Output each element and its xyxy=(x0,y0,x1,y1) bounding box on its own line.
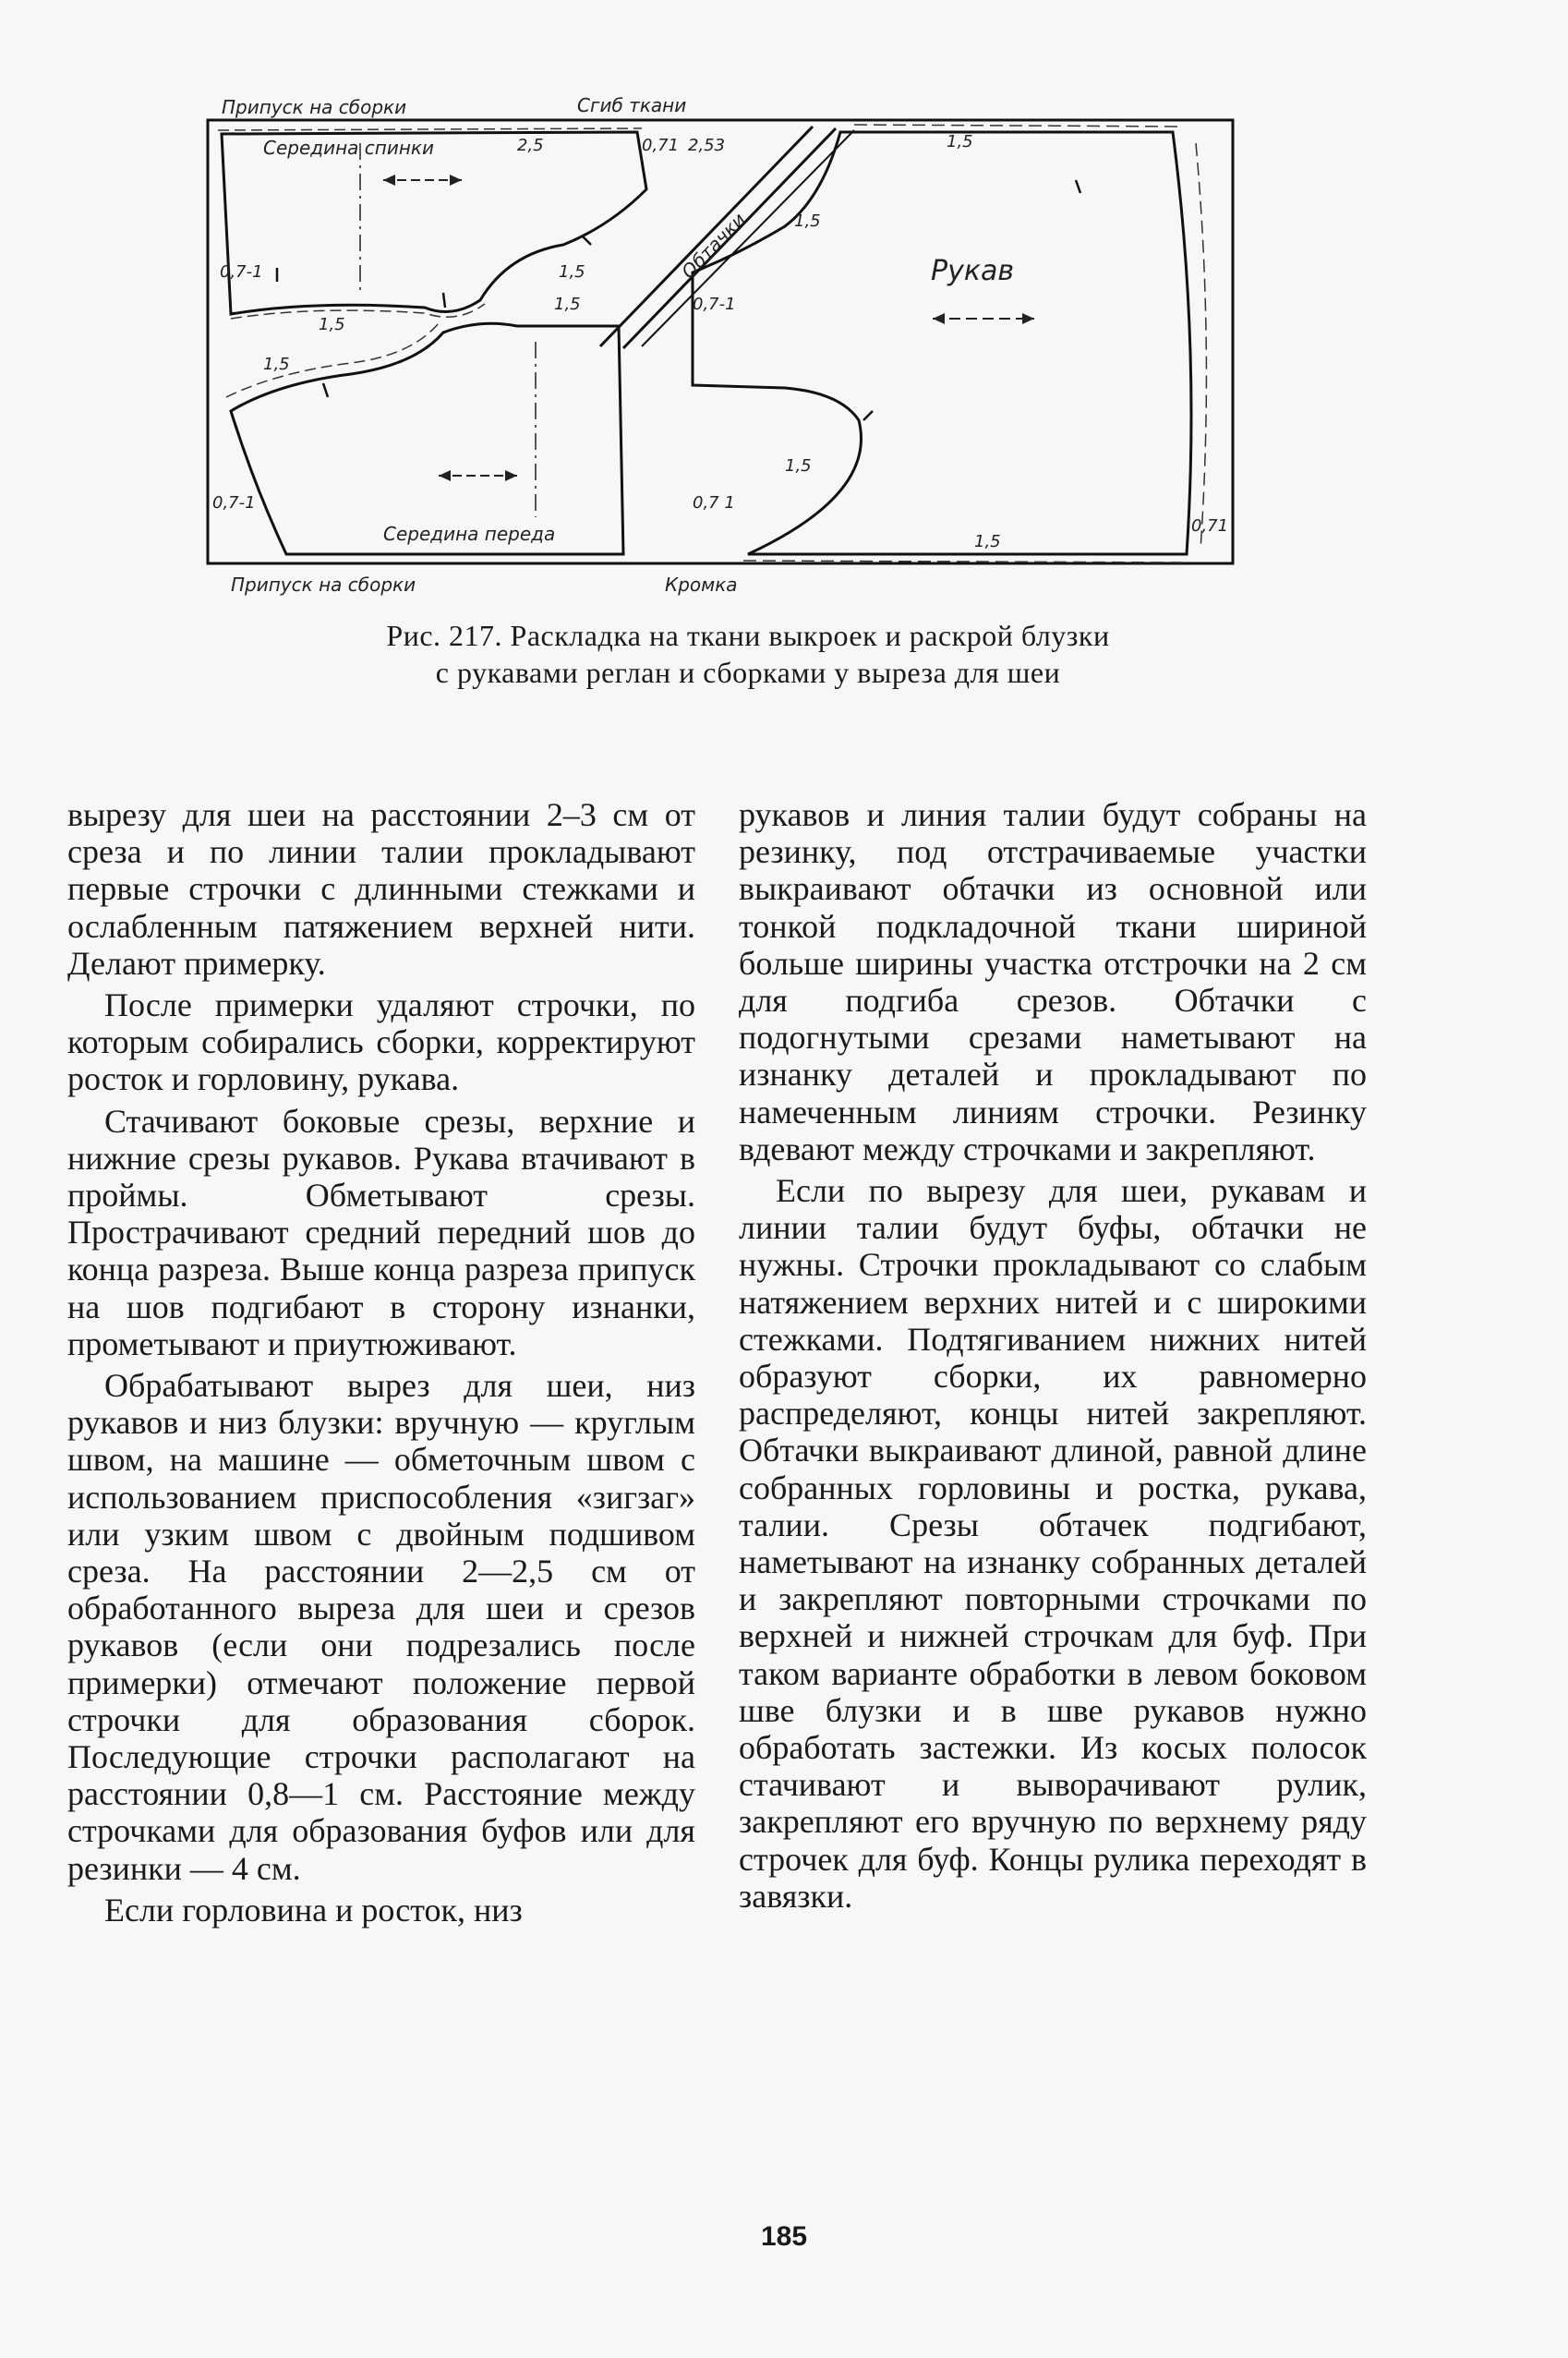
allowance-top-label: Припуск на сборки xyxy=(222,96,407,118)
paragraph: После примерки удаляют строчки, по которым собирались сборки, корректируют росток и горловину, рукава. xyxy=(67,986,695,1098)
back-center-label: Середина спинки xyxy=(263,137,435,159)
caption-line-2: с рукавами реглан и сборками у выреза для шеи xyxy=(435,656,1061,689)
paragraph: Обрабатывают вырез для шеи, низ рукавов и низ блузки: вручную — круглым швом, на машине — обметочным швом с использованием приспособления «зигзаг» или узким швом с двойным подшивом среза. На расстоянии 2—2,5 см от обработанного выреза для шеи и срезов рукавов (если они подрезались после примерки) отмечают положение первой строчки для образования сборок. Последующие строчки располагают на расстоянии 0,8—1 см. Расстояние между строчками для образования буфов или для резинки — 4 см. xyxy=(67,1367,695,1887)
front-piece xyxy=(231,323,623,554)
paragraph: Если горловина и росток, низ xyxy=(104,1891,523,1929)
svg-text:1,5: 1,5 xyxy=(554,295,581,314)
svg-text:1,5: 1,5 xyxy=(794,212,821,231)
back-piece xyxy=(222,132,646,314)
fold-label: Сгиб ткани xyxy=(577,94,687,116)
sleeve-piece xyxy=(693,132,1191,554)
facings-label: Обтачки xyxy=(677,208,751,284)
svg-text:0,7-1: 0,7-1 xyxy=(693,295,736,314)
svg-text:0,7-1: 0,7-1 xyxy=(220,262,263,282)
svg-text:2,53: 2,53 xyxy=(688,136,726,155)
svg-text:0,71: 0,71 xyxy=(642,136,680,155)
right-column xyxy=(739,796,1367,1915)
pattern-layout-figure xyxy=(175,88,1265,605)
left-column xyxy=(67,796,695,1929)
svg-text:0,7-1: 0,7-1 xyxy=(212,493,256,513)
svg-text:0,71: 0,71 xyxy=(1191,516,1229,536)
svg-text:2,5: 2,5 xyxy=(517,136,544,155)
pattern-layout-drawing xyxy=(175,88,1265,605)
sleeve-allowance xyxy=(743,125,1206,562)
paragraph: вырезу для шеи на расстоянии 2–3 см от среза и по линии талии прокладывают первые строчки с длинными стежками и ослабленным патяжением верхней нити. Делают примерку. xyxy=(67,796,695,982)
paragraph: Если по вырезу для шеи, рукавам и линии талии будут буфы, обтачки не нужны. Строчки прокладывают со слабым натяжением верхних нитей и с широкими стежками. Подтягиванием нижних нитей образуют сборки, их равномерно распределяют, концы нитей закрепляют. Обтачки выкраивают длиной, равной длине собранных горловины и ростка, рукава, талии. Срезы обтачек подгибают, наметывают на изнанку собранных деталей и закрепляют повторными строчками по верхней и нижней строчкам для буф. При таком варианте обработки в левом боковом шве блузки и в шве рукавов нужно обработать застежки. Из косых полосок стачивают и выворачивают рулик, закрепляют его вручную по верхнему ряду строчек для буф. Концы рулика переходят в завязки. xyxy=(739,1172,1367,1915)
allowance-bottom-label: Припуск на сборки xyxy=(231,574,416,596)
selvage-label: Кромка xyxy=(665,574,738,596)
svg-text:1,5: 1,5 xyxy=(319,315,345,334)
figure-caption xyxy=(212,617,1284,691)
svg-text:1,5: 1,5 xyxy=(559,262,585,282)
page-number: 185 xyxy=(760,2221,808,2252)
paragraph: рукавов и линия талии будут собраны на резинку, под отстрачиваемые участки выкраивают обтачки из основной или тонкой подкладочной ткани шириной больше ширины участка отстрочки на 2 см для подгиба срезов. Обтачки с подогнутыми срезами наметывают на изнанку деталей и прокладывают по намеченным линиям строчки. Резинку вдевают между строчками и закрепляют. xyxy=(739,796,1367,1167)
sleeve-label: Рукав xyxy=(931,255,1015,287)
svg-text:1,5: 1,5 xyxy=(263,355,290,374)
svg-text:1,5: 1,5 xyxy=(974,532,1001,551)
svg-text:1,5: 1,5 xyxy=(785,456,812,476)
svg-text:1,5: 1,5 xyxy=(947,132,973,151)
svg-text:0,7 1: 0,7 1 xyxy=(693,493,735,513)
front-center-label: Середина переда xyxy=(383,523,556,545)
caption-line-1: Рис. 217. Раскладка на ткани выкроек и раскрой блузки xyxy=(386,619,1110,652)
paragraph: Стачивают боковые срезы, верхние и нижние срезы рукавов. Рукава втачивают в проймы. Обметывают срезы. Прострачивают средний передний шов до конца разреза. Выше конца разреза припуск на шов подгибают в сторону изнанки, прометывают и приутюживают. xyxy=(67,1102,695,1362)
